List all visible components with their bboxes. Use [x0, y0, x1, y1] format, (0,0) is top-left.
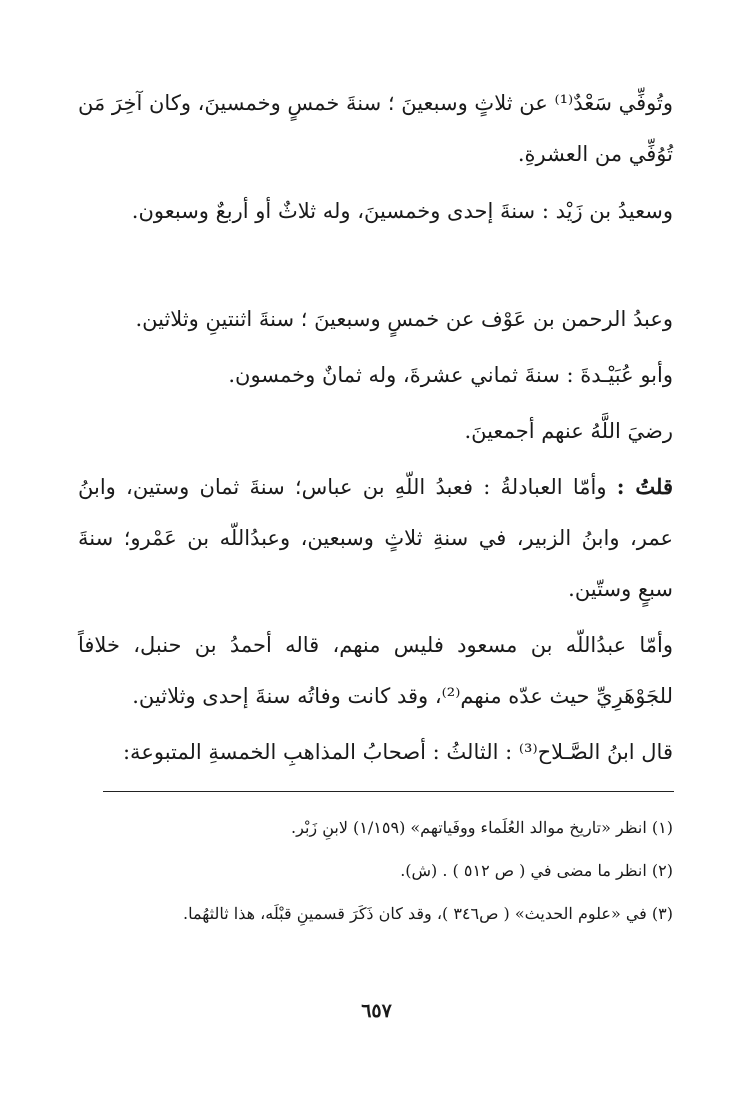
- paragraph-abu-ubayda: وأبو عُبَيْـدةَ : سنةَ ثماني عشرةَ، وله ثمانٌ وخمسون.: [228, 363, 673, 387]
- lead-word-qultu: قلتُ :: [616, 474, 673, 499]
- footnote-divider: [103, 791, 674, 792]
- abadila-text: وأمّا العبادلةُ : فعبدُ اللّهِ بن عباس؛ سنةَ ثمان وستين، وابنُ عمر، وابنُ الزبير، في سنةِ ثلاثٍ وسبعين، وعبدُاللّه بن عَمْرو؛ سنةَ سبعٍ وستّين.: [78, 475, 673, 601]
- paragraph-abdulrahman-bin-awf: وعبدُ الرحمن بن عَوْف عن خمسٍ وسبعينَ ؛ سنةَ اثنتينِ وثلاثين.: [135, 307, 673, 331]
- footnote-3: (٣) في «علوم الحديث» ( ص٣٤٦ )، وقد كان ذَكَرَ قسمينِ قبْلَه، هذا ثالثهُما.: [183, 904, 673, 923]
- page-number: ٦٥٧: [361, 1000, 392, 1022]
- footnote-1: (١) انظر «تاريخ موالد العُلَماء ووفَياتهم» (١/١٥٩) لابنِ زَبْر.: [291, 818, 673, 837]
- footnote-2: (٢) انظر ما مضى في ( ص ٥١٢ ) . (ش).: [400, 861, 673, 880]
- paragraph-radiya-allah: رضيَ اللَّهُ عنهم أجمعينَ.: [464, 419, 673, 443]
- paragraph-abadila: [78, 461, 673, 615]
- paragraph-saad: وتُوفِّي سَعْدٌ⁽¹⁾ عن ثلاثٍ وسبعينَ ؛ سنةَ خمسٍ وخمسينَ، وكان آخِرَ مَن تُوُفِّي من العشرةِ.: [78, 91, 673, 166]
- paragraph-said-bin-zayd: وسعيدُ بن زَيْد : سنةَ إحدى وخمسينَ، وله ثلاثٌ أو أربعٌ وسبعون.: [131, 199, 673, 223]
- paragraph-ibn-masud: وأمّا عبدُاللّه بن مسعود فليس منهم، قاله أحمدُ بن حنبل، خلافاً للجَوْهَرِيِّ حيث عدّه منهم⁽²⁾، وقد كانت وفاتُه سنةَ إحدى وثلاثين.: [78, 633, 673, 708]
- paragraph-ibn-salah: قال ابنُ الصَّـلاح⁽³⁾ : الثالثُ : أصحابُ المذاهبِ الخمسةِ المتبوعة:: [122, 740, 673, 764]
